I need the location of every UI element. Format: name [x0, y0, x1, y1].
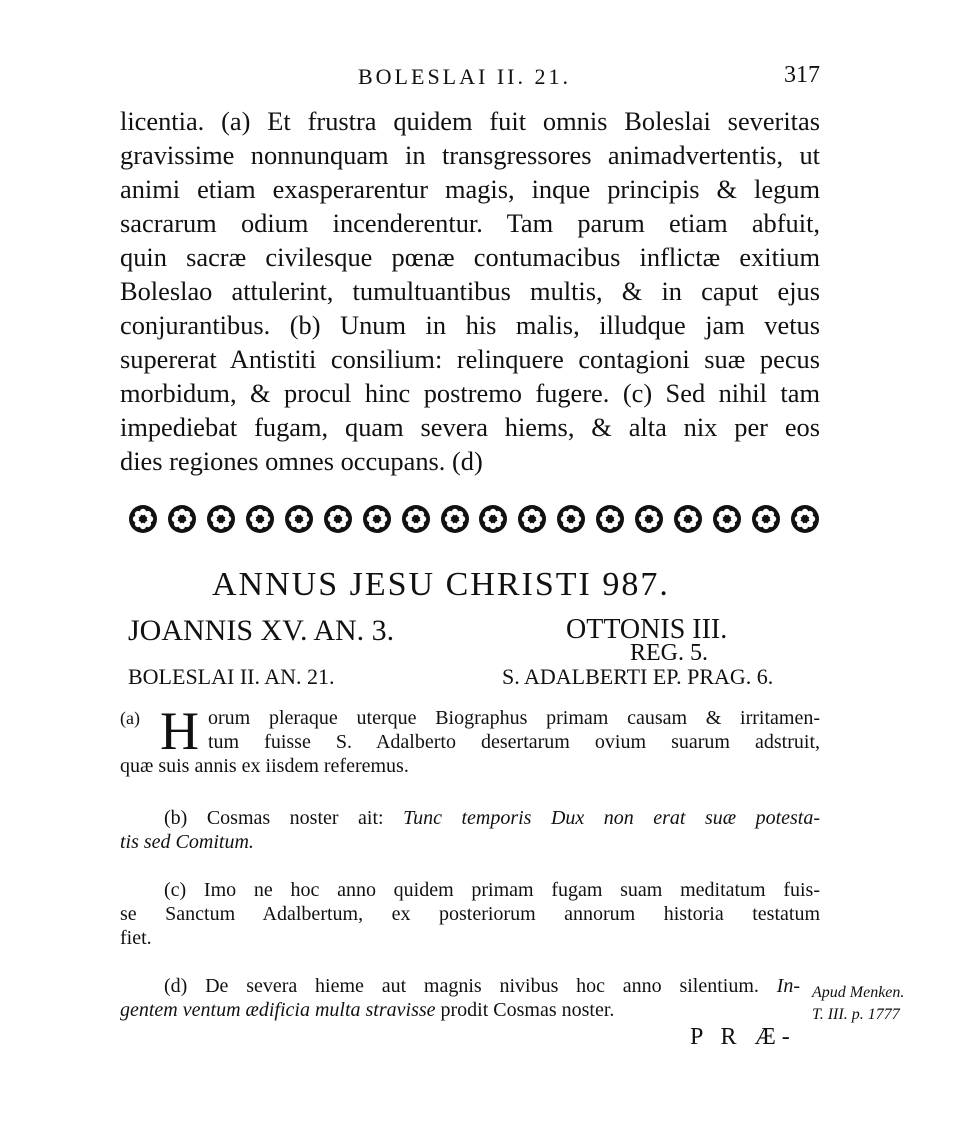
footnote-quote: Tunc temporis Dux non erat suæ potesta- — [403, 807, 821, 829]
emperor-regnal-year: REG. 5. — [630, 640, 708, 666]
drop-cap: H — [160, 701, 199, 761]
footnote-line: se Sanctum Adalbertum, ex posteriorum annorum historia testatum — [120, 903, 820, 925]
footnote-line: quæ suis annis ex iisdem referemus. — [120, 755, 409, 777]
footnote-line — [120, 998, 800, 1022]
rosette-icon — [206, 504, 236, 534]
body-line: Boleslao attulerint, tumultuantibus multis, & in caput ejus — [120, 276, 820, 306]
footnote-d — [120, 974, 800, 1022]
margin-citation-line: Apud Menken. — [812, 984, 905, 1001]
footnote-text: prodit Cosmas noster. — [440, 999, 615, 1021]
body-line: conjurantibus. (b) Unum in his malis, illudque jam vetus — [120, 310, 820, 340]
footnote-line — [120, 974, 800, 998]
duke-regnal-year: BOLESLAI II. AN. 21. — [128, 664, 335, 689]
footnote-line: orum pleraque uterque Biographus primam causam & irritamen- — [208, 707, 820, 729]
rosette-icon — [167, 504, 197, 534]
rosette-icon — [245, 504, 275, 534]
rosette-icon — [673, 504, 703, 534]
rosette-icon — [128, 504, 158, 534]
rosette-icon — [751, 504, 781, 534]
body-line: dies regiones omnes occupans. (d) — [120, 446, 483, 476]
body-line: impediebat fugam, quam severa hiems, & alta nix per eos — [120, 412, 820, 442]
rosette-icon — [790, 504, 820, 534]
catchword: P R Æ- — [690, 1024, 796, 1050]
footnote-quote: In- — [776, 975, 800, 997]
body-line: supererat Antistiti consilium: relinquere contagioni suæ pecus — [120, 344, 820, 374]
footnote-line: fiet. — [120, 927, 152, 949]
footnote-text: Cosmas noster ait: — [206, 807, 384, 829]
footnote-a — [120, 701, 820, 778]
footnote-line: tum fuisse S. Adalberto desertarum ovium suarum adstruit, — [208, 731, 820, 753]
footnote-quote: tis sed Comitum. — [120, 831, 254, 853]
page-number: 317 — [784, 62, 820, 88]
pontiff-regnal-year: JOANNIS XV. AN. 3. — [128, 614, 395, 647]
body-line: quin sacræ civilesque pœnæ contumacibus inflictæ exitium — [120, 242, 820, 272]
rosette-icon — [517, 504, 547, 534]
ornament-band — [128, 502, 820, 536]
rosette-icon — [362, 504, 392, 534]
running-head: BOLESLAI II. 21. — [358, 64, 571, 89]
bishop-regnal-year: S. ADALBERTI EP. PRAG. 6. — [502, 664, 774, 689]
rosette-icon — [634, 504, 664, 534]
rosette-icon — [712, 504, 742, 534]
footnote-line: (c) Imo ne hoc anno quidem primam fugam suam meditatum fuis- — [164, 879, 820, 901]
year-heading: ANNUS JESU CHRISTI 987. — [212, 566, 670, 603]
body-line: licentia. (a) Et frustra quidem fuit omnis Boleslai severitas — [120, 106, 820, 136]
footnote-marker: (a) — [120, 708, 140, 728]
footnote-c — [120, 878, 820, 950]
rosette-icon — [440, 504, 470, 534]
rosette-icon — [401, 504, 431, 534]
body-line: animi etiam exasperarentur magis, inque principis & legum — [120, 174, 820, 204]
margin-citation-line: T. III. p. 1777 — [812, 1006, 900, 1023]
main-paragraph — [120, 104, 820, 478]
footnote-quote: gentem ventum ædificia multa stravisse — [120, 999, 436, 1021]
footnote-text: (d) De severa hieme aut magnis nivibus hoc anno silentium. — [164, 975, 759, 997]
rosette-icon — [556, 504, 586, 534]
body-line: gravissime nonnunquam in transgressores animadvertentis, ut — [120, 140, 820, 170]
rosette-icon — [595, 504, 625, 534]
body-line: morbidum, & procul hinc postremo fugere. (c) Sed nihil tam — [120, 378, 820, 408]
rosette-icon — [323, 504, 353, 534]
margin-citation — [812, 982, 904, 1026]
footnote-text: (b) — [164, 807, 188, 829]
emperor-name: OTTONIS III. — [566, 614, 728, 645]
rosette-icon — [478, 504, 508, 534]
body-line: sacrarum odium incenderentur. Tam parum etiam abfuit, — [120, 208, 820, 238]
page-header — [120, 60, 820, 96]
rosette-icon — [284, 504, 314, 534]
footnote-line — [120, 806, 820, 830]
footnote-b — [120, 806, 820, 854]
